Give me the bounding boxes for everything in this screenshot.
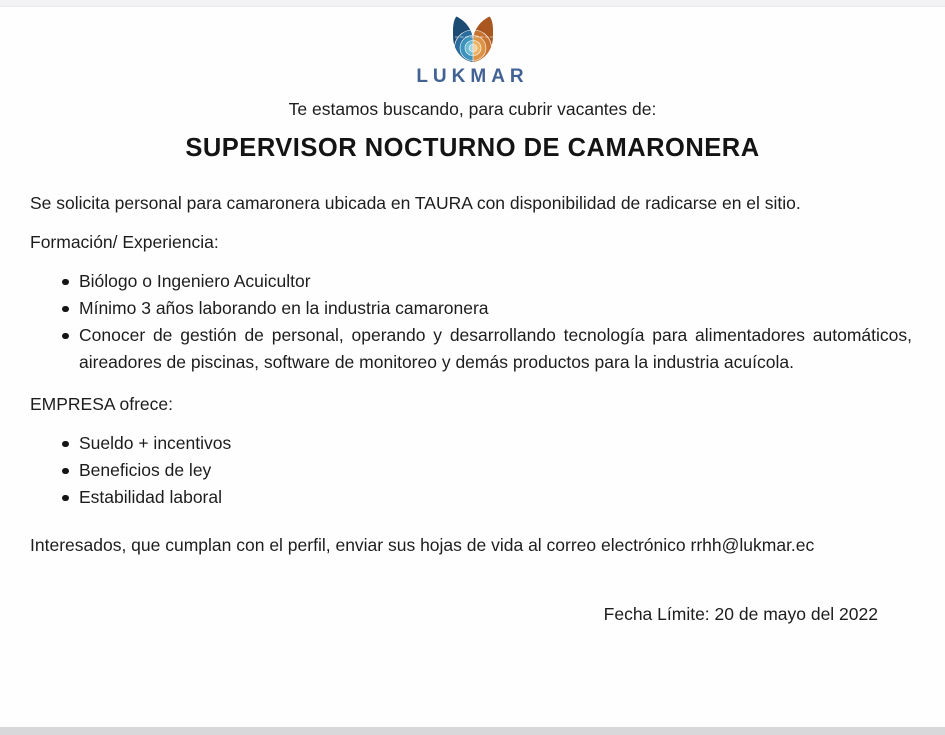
empresa-list [30, 430, 912, 511]
brand-wordmark: LUKMAR [416, 66, 529, 87]
lukmar-logo [0, 16, 945, 63]
flyer-header [0, 0, 945, 88]
bottom-edge-strip [0, 727, 945, 735]
tagline-text: Te estamos buscando, para cubrir vacantes de: [288, 99, 657, 119]
list-item: Mínimo 3 años laborando en la industria camaronera [62, 295, 912, 322]
list-item: Estabilidad laboral [62, 484, 912, 511]
formacion-list [30, 268, 912, 376]
job-title: SUPERVISOR NOCTURNO DE CAMARONERA [185, 134, 760, 162]
closing-paragraph: Interesados, que cumplan con el perfil, enviar sus hojas de vida al correo electrónico rrhh@lukmar.ec [30, 535, 815, 555]
section-heading-formacion: Formación/ Experiencia: [30, 232, 219, 252]
list-item: Sueldo + incentivos [62, 430, 912, 457]
section-heading-empresa: EMPRESA ofrece: [30, 394, 173, 414]
list-item: Conocer de gestión de personal, operando y desarrollando tecnología para alimentadores automáticos, aireadores de piscinas, software de monitoreo y demás productos para la industria acuícola. [62, 322, 912, 376]
list-item: Biólogo o Ingeniero Acuicultor [62, 268, 912, 295]
deadline-text: Fecha Límite: 20 de mayo del 2022 [603, 604, 878, 624]
list-item: Beneficios de ley [62, 457, 912, 484]
flyer-body [30, 192, 912, 625]
top-edge-strip [0, 0, 945, 7]
intro-paragraph: Se solicita personal para camaronera ubicada en TAURA con disponibilidad de radicarse en el sitio. [30, 193, 801, 213]
lukmar-fan-shell-logo-icon [448, 16, 498, 63]
